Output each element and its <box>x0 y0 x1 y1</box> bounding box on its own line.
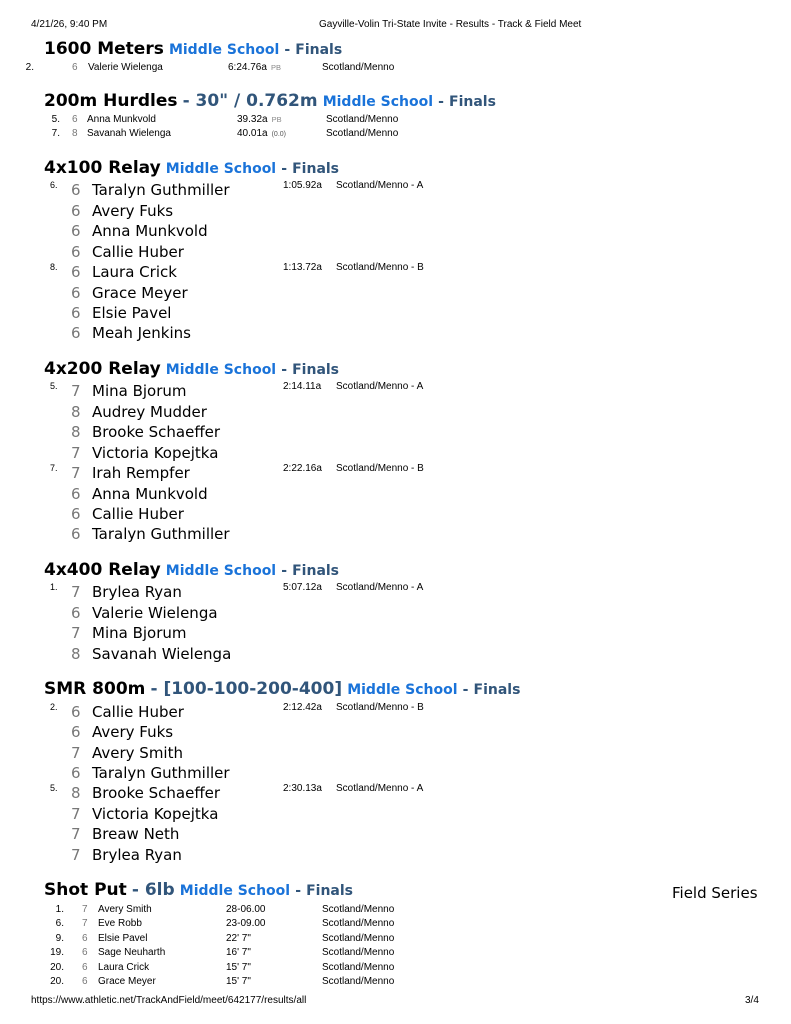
pb-badge: PB <box>271 115 282 124</box>
event-division-link[interactable]: Middle School <box>179 883 291 899</box>
leg-grade: 8 <box>71 423 81 441</box>
leg-grade: 6 <box>71 202 81 220</box>
event-title: SMR 800m <box>44 679 146 699</box>
athlete-name-link[interactable]: Taralyn Guthmiller <box>92 525 230 543</box>
leg-grade: 7 <box>71 464 81 482</box>
result-grade: 7 <box>82 904 88 915</box>
relay-place: 5. <box>50 381 58 391</box>
result-grade: 7 <box>82 918 88 929</box>
athlete-name-link[interactable]: Elsie Pavel <box>92 304 172 322</box>
relay-mark[interactable]: 1:05.92a <box>283 180 322 191</box>
result-grade: 6 <box>82 962 88 973</box>
result-mark[interactable]: 6:24.76a <box>228 62 267 73</box>
athlete-name-link[interactable]: Laura Crick <box>98 962 150 973</box>
relay-team-link[interactable]: Scotland/Menno - B <box>336 463 424 474</box>
result-mark-cell <box>237 114 282 125</box>
athlete-name-link[interactable]: Brooke Schaeffer <box>92 423 221 441</box>
result-grade: 6 <box>82 947 88 958</box>
result-place: 5. <box>51 114 60 125</box>
event-division-link[interactable]: Middle School <box>347 682 458 698</box>
result-place: 20. <box>50 962 64 973</box>
event-heading-smr-800m <box>44 681 520 698</box>
team-name-link[interactable]: Scotland/Menno <box>322 933 395 944</box>
athlete-name-link[interactable]: Sage Neuharth <box>98 947 166 958</box>
event-title: 4x400 Relay <box>44 560 161 580</box>
result-grade: 6 <box>72 114 78 125</box>
athlete-name-link[interactable]: Audrey Mudder <box>92 403 207 421</box>
team-name-link[interactable]: Scotland/Menno <box>322 918 395 929</box>
event-heading-1600m <box>44 41 342 58</box>
leg-grade: 8 <box>71 645 81 663</box>
athlete-name-link[interactable]: Taralyn Guthmiller <box>92 764 230 782</box>
leg-grade: 6 <box>71 181 81 199</box>
relay-place: 5. <box>50 783 58 793</box>
leg-grade: 6 <box>71 525 81 543</box>
athlete-name-link[interactable]: Grace Meyer <box>92 284 188 302</box>
relay-team-link[interactable]: Scotland/Menno - A <box>336 180 424 191</box>
leg-grade: 7 <box>71 444 81 462</box>
athlete-name-link[interactable]: Callie Huber <box>92 703 184 721</box>
leg-grade: 7 <box>71 382 81 400</box>
leg-grade: 7 <box>71 825 81 843</box>
athlete-name-link[interactable]: Breaw Neth <box>92 825 180 843</box>
event-title: 1600 Meters <box>44 39 164 59</box>
event-dash: - <box>438 94 444 110</box>
leg-grade: 8 <box>71 784 81 802</box>
relay-team-link[interactable]: Scotland/Menno - A <box>336 783 424 794</box>
team-name-link[interactable]: Scotland/Menno <box>326 114 399 125</box>
event-division-link[interactable]: Middle School <box>165 161 277 177</box>
team-name-link[interactable]: Scotland/Menno <box>322 962 395 973</box>
event-title: 4x200 Relay <box>44 359 161 379</box>
result-mark[interactable]: 16' 7" <box>226 947 251 958</box>
result-mark[interactable]: 15' 7" <box>226 962 251 973</box>
result-mark[interactable]: 40.01a <box>237 128 268 139</box>
event-round: Finals <box>473 682 521 698</box>
relay-place: 1. <box>50 582 58 592</box>
result-place: 6. <box>55 918 64 929</box>
event-dash: - <box>281 161 288 177</box>
athlete-name-link[interactable]: Valerie Wielenga <box>88 62 163 73</box>
result-mark[interactable]: 22' 7" <box>226 933 251 944</box>
athlete-name-link[interactable]: Mina Bjorum <box>92 382 187 400</box>
leg-grade: 6 <box>71 324 81 342</box>
leg-grade: 6 <box>71 263 81 281</box>
leg-grade: 6 <box>71 222 81 240</box>
event-heading-shot-put <box>44 882 353 899</box>
relay-team-link[interactable]: Scotland/Menno - B <box>336 262 424 273</box>
athlete-name-link[interactable]: Grace Meyer <box>98 976 156 987</box>
result-grade: 6 <box>82 933 88 944</box>
event-dash: - <box>284 42 291 58</box>
leg-grade: 6 <box>71 505 81 523</box>
leg-grade: 6 <box>71 703 81 721</box>
relay-team-link[interactable]: Scotland/Menno - A <box>336 582 424 593</box>
result-place: 20. <box>50 976 64 987</box>
relay-place: 2. <box>50 702 58 712</box>
athlete-name-link[interactable]: Brooke Schaeffer <box>92 784 221 802</box>
team-name-link[interactable]: Scotland/Menno <box>322 904 395 915</box>
result-mark[interactable]: 15' 7" <box>226 976 251 987</box>
relay-mark[interactable]: 2:22.16a <box>283 463 322 474</box>
leg-grade: 6 <box>71 604 81 622</box>
athlete-name-link[interactable]: Anna Munkvold <box>87 114 156 125</box>
result-mark-cell <box>237 128 286 139</box>
team-name-link[interactable]: Scotland/Menno <box>326 128 399 139</box>
event-dash: - <box>281 563 288 579</box>
athlete-name-link[interactable]: Mina Bjorum <box>92 624 187 642</box>
event-dash: - <box>295 883 301 899</box>
event-division-link[interactable]: Middle School <box>165 362 277 378</box>
athlete-name-link[interactable]: Laura Crick <box>92 263 177 281</box>
leg-grade: 7 <box>71 583 81 601</box>
team-name-link[interactable]: Scotland/Menno <box>322 62 395 73</box>
athlete-name-link[interactable]: Irah Rempfer <box>92 464 190 482</box>
event-title: 200m Hurdles <box>44 91 178 111</box>
event-heading-200m-hurdles <box>44 93 496 110</box>
event-detail: - [100-100-200-400] <box>150 679 343 699</box>
event-detail: - 6lb <box>131 880 175 900</box>
relay-team-link[interactable]: Scotland/Menno - A <box>336 381 424 392</box>
athlete-name-link[interactable]: Taralyn Guthmiller <box>92 181 230 199</box>
relay-place: 6. <box>50 180 58 190</box>
athlete-name-link[interactable]: Brylea Ryan <box>92 583 182 601</box>
event-heading-4x100-relay <box>44 160 339 177</box>
relay-mark[interactable]: 5:07.12a <box>283 582 322 593</box>
athlete-name-link[interactable]: Avery Fuks <box>92 202 174 220</box>
athlete-name-link[interactable]: Avery Smith <box>98 904 152 915</box>
result-place: 7. <box>51 128 60 139</box>
relay-place: 7. <box>50 463 58 473</box>
athlete-name-link[interactable]: Avery Fuks <box>92 723 174 741</box>
team-name-link[interactable]: Scotland/Menno <box>322 947 395 958</box>
relay-mark[interactable]: 2:12.42a <box>283 702 322 713</box>
leg-grade: 6 <box>71 284 81 302</box>
result-grade: 6 <box>72 62 78 73</box>
athlete-name-link[interactable]: Meah Jenkins <box>92 324 191 342</box>
athlete-name-link[interactable]: Elsie Pavel <box>98 933 148 944</box>
relay-place: 8. <box>50 262 58 272</box>
event-round: Finals <box>292 563 340 579</box>
event-division-link[interactable]: Middle School <box>165 563 277 579</box>
event-round: Finals <box>292 161 340 177</box>
event-title: Shot Put <box>44 880 127 900</box>
event-dash: - <box>462 682 469 698</box>
relay-mark[interactable]: 1:13.72a <box>283 262 322 273</box>
leg-grade: 8 <box>71 403 81 421</box>
print-url: https://www.athletic.net/TrackAndField/meet/642177/results/all <box>31 995 307 1006</box>
result-grade: 6 <box>82 976 88 987</box>
field-series-link[interactable]: Field Series <box>672 884 758 902</box>
event-dash: - <box>281 362 288 378</box>
wind-reading: (0.0) <box>271 131 286 138</box>
athlete-name-link[interactable]: Savanah Wielenga <box>87 128 171 139</box>
athlete-name-link[interactable]: Anna Munkvold <box>92 222 208 240</box>
leg-grade: 7 <box>71 744 81 762</box>
athlete-name-link[interactable]: Savanah Wielenga <box>92 645 232 663</box>
leg-grade: 7 <box>71 805 81 823</box>
relay-team-link[interactable]: Scotland/Menno - B <box>336 702 424 713</box>
event-heading-4x400-relay <box>44 562 339 579</box>
athlete-name-link[interactable]: Valerie Wielenga <box>92 604 218 622</box>
leg-grade: 7 <box>71 846 81 864</box>
result-place: 9. <box>55 933 64 944</box>
athlete-name-link[interactable]: Victoria Kopejtka <box>92 805 219 823</box>
pb-badge: PB <box>270 63 281 72</box>
event-division-link[interactable]: Middle School <box>322 94 434 110</box>
relay-mark[interactable]: 2:30.13a <box>283 783 322 794</box>
athlete-name-link[interactable]: Anna Munkvold <box>92 485 208 503</box>
print-title: Gayville-Volin Tri-State Invite - Results - Track & Field Meet <box>319 19 582 30</box>
athlete-name-link[interactable]: Avery Smith <box>92 744 183 762</box>
event-round: Finals <box>306 883 354 899</box>
leg-grade: 6 <box>71 304 81 322</box>
team-name-link[interactable]: Scotland/Menno <box>322 976 395 987</box>
event-round: Finals <box>449 94 496 110</box>
event-title: 4x100 Relay <box>44 158 161 178</box>
result-place: 1. <box>55 904 64 915</box>
event-detail: - 30" / 0.762m <box>182 91 318 111</box>
result-mark-cell <box>228 62 281 73</box>
leg-grade: 6 <box>71 723 81 741</box>
athlete-name-link[interactable]: Callie Huber <box>92 505 184 523</box>
print-datetime: 4/21/26, 9:40 PM <box>31 19 108 30</box>
event-round: Finals <box>292 362 340 378</box>
result-mark[interactable]: 23-09.00 <box>226 918 266 929</box>
result-grade: 8 <box>72 128 78 139</box>
athlete-name-link[interactable]: Brylea Ryan <box>92 846 182 864</box>
event-heading-4x200-relay <box>44 361 339 378</box>
leg-grade: 6 <box>71 243 81 261</box>
event-division-link[interactable]: Middle School <box>168 42 280 58</box>
leg-grade: 7 <box>71 624 81 642</box>
event-round: Finals <box>295 42 343 58</box>
leg-grade: 6 <box>71 485 81 503</box>
result-place: 2. <box>25 62 34 73</box>
page-number: 3/4 <box>745 995 759 1006</box>
relay-mark[interactable]: 2:14.11a <box>283 381 322 392</box>
athlete-name-link[interactable]: Eve Robb <box>98 918 142 929</box>
result-mark[interactable]: 28-06.00 <box>226 904 266 915</box>
athlete-name-link[interactable]: Callie Huber <box>92 243 184 261</box>
result-mark[interactable]: 39.32a <box>237 114 268 125</box>
athlete-name-link[interactable]: Victoria Kopejtka <box>92 444 219 462</box>
result-place: 19. <box>50 947 64 958</box>
leg-grade: 6 <box>71 764 81 782</box>
